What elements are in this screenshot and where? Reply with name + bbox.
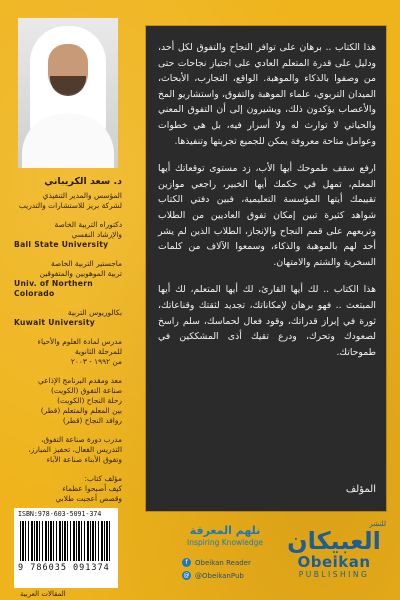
bio-line: Univ. of Northern Colorado xyxy=(14,279,93,298)
bio-line: كيف أصبحوا عظماء xyxy=(62,484,122,493)
bio-line: روافد النجاح (قطر) xyxy=(62,416,122,425)
bio-line: Kuwait University xyxy=(14,318,95,327)
author-bio xyxy=(14,176,122,504)
twitter-icon: @ xyxy=(183,572,190,579)
barcode-digits: 9 786035 091374 xyxy=(18,563,110,573)
bio-line: لشركة بريز للاستشارات والتدريب xyxy=(18,201,122,210)
back-text-paragraph: هذا الكتاب .. لك أيها القارئ، لك أيها المتعلم، لك أيها المبتعث .. فهو برهان لإمكاناتك، تجديد لثقتك وقناعاتك، ثورة في إبراز قدراتك، وقود فعال لحماسك، سلم راسخ لصعودك وتحرك، ودرع تقيك أذى المشككين في طموحاتك. xyxy=(158,284,376,358)
bio-line: تربية الموهوبين والمتفوقين xyxy=(39,269,122,278)
bio-line: مدرس لمادة العلوم والأحياء xyxy=(37,337,122,346)
bio-line: دكتوراه التربية الخاصة xyxy=(54,220,122,229)
bio-line: معد ومقدم البرنامج الإذاعي xyxy=(37,376,122,385)
bio-line: ماجستير التربية الخاصة xyxy=(50,259,122,268)
back-text-paragraph: هذا الكتاب .. برهان على توافر النجاح والتفوق لكل أحد، ودليل على قدرة المتعلم العادي على اجتياز نجاحات حتى من وصفوا بالذكاء والموهبة. الواقع، التجارب، الأبحاث، الميدان التربوي، علماء الموهبة والتفوق، واستشاريو المخ والأعصاب يؤكدون ذلك، ويشيرون إلى أن التفوق المعني والحياتي لا توارث له ولا أسرار فيه، بل هي خطوات وعوامل متاحة معروفة يمكن للجميع تجربتها وتنفيذها. xyxy=(158,42,376,147)
bio-gap xyxy=(14,426,122,435)
bio-line: للمرحلة الثانوية xyxy=(74,347,122,356)
bio-line: وتفوق الأبناء صناعة الآباء xyxy=(46,455,122,464)
social-label: @ObeikanPub xyxy=(195,571,244,580)
bio-line: رحلة النجاح (الكويت) xyxy=(57,396,122,405)
category-label: المقالات العربية xyxy=(20,590,66,598)
barcode-bars xyxy=(20,521,112,561)
bio-line: صناعة التفوق (الكويت) xyxy=(51,386,122,395)
back-text-paragraph: ارفع سقف طموحك أيها الأب، زد مستوى توقعاتك أيها المعلم، تمهل في حكمك أيها الخبير، راجعي موازين تقييمك أيتها المؤسسة التعليمية، فبين دفتي الكتاب شواهد كثيرة تبين إمكان تفوق العاديين من الطلاب وتربعهم على قمم النجاح والإنجاز، الطلاب الذين لم يشر أحد لهم بالموهبة والذكاء، وسمعوا الآلاف من كلمات السخرية والشتم والامتهان. xyxy=(158,163,376,268)
facebook-icon: f xyxy=(182,558,191,567)
inspire-arabic: نلهم المعرفة xyxy=(189,524,261,537)
publisher-publishing: PUBLISHING xyxy=(298,570,370,579)
publisher-english: Obeikan xyxy=(297,553,371,571)
bio-line: المؤسس والمدير التنفيذي xyxy=(42,191,122,200)
publisher-prefix: للنشر xyxy=(369,520,386,528)
bio-line: من ١٩٩٢ - ٢٠٠٣ xyxy=(70,357,122,366)
bio-line: مؤلف كتاب: xyxy=(84,474,122,483)
bio-gap xyxy=(14,367,122,376)
bio-line: والإرشاد النفسي xyxy=(71,230,122,239)
back-text-body xyxy=(158,40,376,372)
social-links xyxy=(182,558,272,584)
bio-line: وقصص أعجبت طلابي xyxy=(55,494,122,503)
bio-gap xyxy=(14,328,122,337)
publisher-arabic: العبيكان xyxy=(287,527,381,555)
isbn-label: ISBN:978-603-5091-374 xyxy=(18,510,102,518)
social-item xyxy=(182,571,272,580)
social-item xyxy=(182,558,272,567)
bio-line: بين المعلم والمتعلم (قطر) xyxy=(40,406,122,415)
author-photo xyxy=(18,18,118,168)
bio-gap xyxy=(14,299,122,308)
inspire-english: Inspiring Knowledge xyxy=(186,538,263,547)
bio-line: بكالوريوس التربية xyxy=(67,308,122,317)
publisher-logo xyxy=(282,520,386,579)
back-text-panel xyxy=(146,26,386,511)
bio-gap xyxy=(14,211,122,220)
author-name: د. سعد الكريباني xyxy=(44,176,122,187)
signature: المؤلف xyxy=(345,484,376,495)
bio-line: التدريس الفعال، تحفيز المبارز، xyxy=(28,445,122,454)
barcode-box xyxy=(14,508,118,588)
bio-line: Ball State University xyxy=(14,240,109,249)
inspire-block xyxy=(182,524,268,547)
author-bio-lines xyxy=(14,191,122,504)
bio-gap xyxy=(14,465,122,474)
bio-gap xyxy=(14,250,122,259)
social-label: Obeikan Reader xyxy=(195,558,251,567)
bio-line: مدرب دورة صناعة التفوق، xyxy=(40,435,122,444)
